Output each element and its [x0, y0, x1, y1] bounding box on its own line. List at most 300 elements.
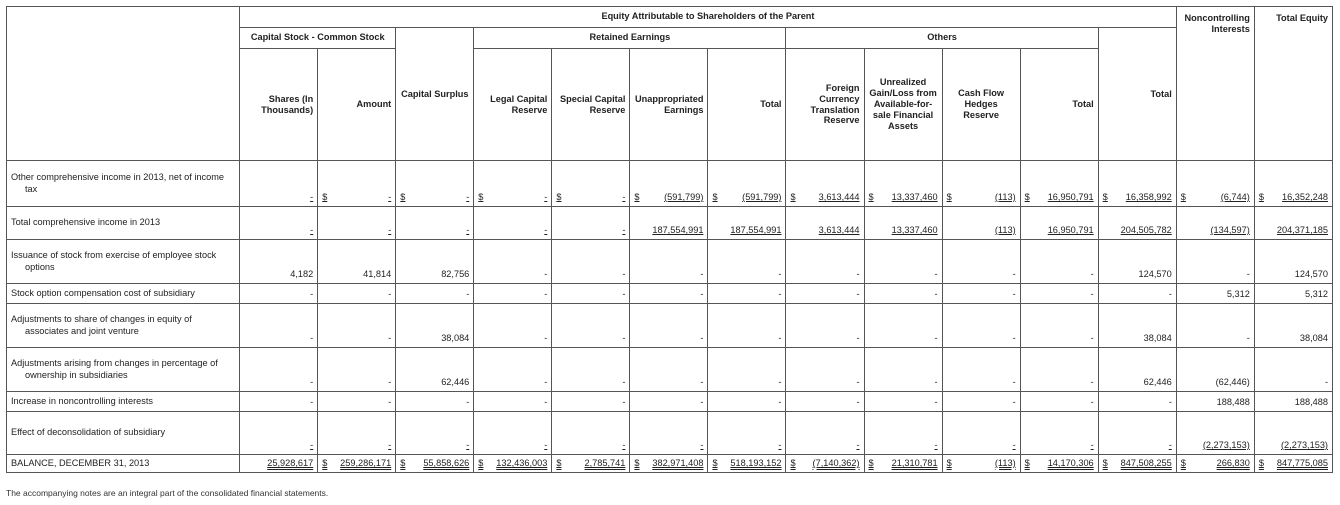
group-header-capital-stock: Capital Stock - Common Stock	[240, 28, 396, 49]
cell-value-wrap	[1103, 225, 1172, 236]
cell-value: -	[544, 268, 548, 279]
table-cell	[1176, 412, 1254, 455]
cell-value: (62,446)	[1215, 376, 1250, 387]
table-cell	[630, 392, 708, 412]
table-cell	[1254, 348, 1332, 392]
cell-value-wrap	[1181, 458, 1250, 469]
table-cell	[1254, 392, 1332, 412]
cell-value-wrap	[1025, 397, 1094, 408]
currency-symbol: $	[712, 457, 718, 468]
currency-symbol: $	[400, 191, 406, 202]
table-cell	[1254, 207, 1332, 240]
table-cell	[1020, 240, 1098, 284]
cell-value: -	[1090, 268, 1094, 279]
row-label-text: Total comprehensive income in 2013	[11, 217, 161, 228]
currency-symbol: $	[556, 191, 562, 202]
table-cell	[708, 207, 786, 240]
row-label-text: Effect of deconsolidation of subsidiary	[11, 427, 166, 438]
cell-value-wrap	[634, 458, 703, 469]
row-label-text: Issuance of stock from exercise of employee stock	[11, 249, 217, 260]
cell-value: -	[622, 224, 626, 235]
cell-value: -	[544, 376, 548, 387]
row-label-continuation: tax	[25, 183, 38, 194]
cell-value-wrap	[869, 225, 938, 236]
table-cell	[318, 207, 396, 240]
cell-value-wrap	[790, 192, 859, 203]
table-cell	[474, 412, 552, 455]
cell-value-wrap	[1259, 377, 1328, 388]
currency-symbol: $	[1024, 457, 1030, 468]
table-cell	[1254, 412, 1332, 455]
cell-value: -	[388, 396, 392, 407]
cell-value-wrap	[712, 289, 781, 300]
table-cell	[552, 240, 630, 284]
header-shares: Shares (In Thousands)	[240, 49, 318, 161]
cell-value-wrap	[1025, 458, 1094, 469]
table-cell	[786, 348, 864, 392]
table-cell	[474, 392, 552, 412]
cell-value-wrap	[1103, 333, 1172, 344]
cell-value-wrap	[869, 397, 938, 408]
cell-value-wrap	[1259, 440, 1328, 451]
table-cell	[396, 207, 474, 240]
group-header-retained-earnings: Retained Earnings	[474, 28, 786, 49]
cell-value: -	[778, 439, 782, 450]
cell-value: -	[1012, 332, 1016, 343]
cell-value-wrap	[1181, 440, 1250, 451]
cell-value-wrap	[947, 458, 1016, 469]
table-cell	[552, 455, 630, 473]
cell-value: -	[310, 376, 314, 387]
header-capital-surplus: Capital Surplus	[396, 28, 474, 161]
cell-value-wrap	[712, 192, 781, 203]
cell-value-wrap	[869, 269, 938, 280]
cell-value-wrap	[790, 333, 859, 344]
cell-value-wrap	[1025, 289, 1094, 300]
cell-value: 187,554,991	[652, 224, 704, 235]
row-label-text: Other comprehensive income in 2013, net of income	[11, 171, 224, 182]
cell-value: -	[1012, 268, 1016, 279]
currency-symbol: $	[400, 457, 406, 468]
cell-value: -	[1012, 376, 1016, 387]
table-cell	[1020, 392, 1098, 412]
cell-value: (113)	[994, 191, 1016, 202]
cell-value-wrap	[1181, 225, 1250, 236]
row-label	[7, 161, 240, 207]
cell-value-wrap	[1103, 269, 1172, 280]
group-header-others: Others	[786, 28, 1098, 49]
currency-symbol: $	[946, 191, 952, 202]
cell-value: (113)	[994, 457, 1016, 468]
table-cell	[474, 455, 552, 473]
cell-value-wrap	[790, 458, 859, 469]
table-cell	[318, 284, 396, 304]
row-label	[7, 240, 240, 284]
cell-value-wrap	[244, 333, 313, 344]
cell-value-wrap	[322, 269, 391, 280]
cell-value: -	[934, 439, 938, 450]
table-cell	[708, 240, 786, 284]
cell-value: 38,084	[1143, 332, 1172, 343]
table-cell	[1176, 284, 1254, 304]
cell-value-wrap	[1259, 289, 1328, 300]
table-cell	[396, 240, 474, 284]
cell-value-wrap	[634, 192, 703, 203]
cell-value: 204,371,185	[1276, 224, 1328, 235]
table-cell	[552, 161, 630, 207]
group-header-parent: Equity Attributable to Shareholders of the Parent	[240, 7, 1177, 28]
row-label	[7, 304, 240, 348]
cell-value-wrap	[400, 333, 469, 344]
table-row	[7, 284, 1333, 304]
currency-symbol: $	[1180, 191, 1186, 202]
table-cell	[942, 284, 1020, 304]
cell-value: -	[856, 376, 860, 387]
header-foreign-currency: Foreign Currency Translation Reserve	[786, 49, 864, 161]
table-cell	[1020, 412, 1098, 455]
cell-value-wrap	[244, 458, 313, 469]
cell-value-wrap	[556, 440, 625, 451]
cell-value-wrap	[478, 333, 547, 344]
table-cell	[474, 304, 552, 348]
table-cell	[318, 161, 396, 207]
row-label-text: Increase in noncontrolling interests	[11, 395, 153, 406]
cell-value: -	[622, 439, 626, 450]
table-cell	[942, 304, 1020, 348]
cell-value: 82,756	[441, 268, 470, 279]
cell-value-wrap	[947, 397, 1016, 408]
cell-value-wrap	[1025, 192, 1094, 203]
cell-value: 55,858,626	[423, 457, 470, 468]
table-cell	[552, 207, 630, 240]
table-row	[7, 207, 1333, 240]
table-cell	[1254, 240, 1332, 284]
table-cell	[474, 207, 552, 240]
cell-value: -	[700, 332, 704, 343]
table-cell	[630, 284, 708, 304]
table-cell	[474, 240, 552, 284]
cell-value-wrap	[400, 225, 469, 236]
cell-value-wrap	[400, 440, 469, 451]
table-cell	[1176, 207, 1254, 240]
cell-value: 204,505,782	[1120, 224, 1172, 235]
table-cell	[630, 240, 708, 284]
table-cell	[864, 207, 942, 240]
row-label-text: Adjustments arising from changes in percentage of	[11, 357, 218, 368]
table-cell	[786, 412, 864, 455]
header-stub	[7, 7, 240, 161]
cell-value: 14,170,306	[1047, 457, 1094, 468]
cell-value: -	[934, 376, 938, 387]
table-cell	[240, 240, 318, 284]
table-cell	[864, 304, 942, 348]
cell-value: -	[310, 191, 314, 202]
cell-value-wrap	[712, 397, 781, 408]
table-cell	[1254, 284, 1332, 304]
cell-value-wrap	[712, 269, 781, 280]
cell-value: 518,193,152	[730, 457, 782, 468]
cell-value: -	[544, 396, 548, 407]
cell-value-wrap	[1181, 397, 1250, 408]
cell-value-wrap	[1181, 333, 1250, 344]
table-cell	[708, 412, 786, 455]
cell-value-wrap	[244, 289, 313, 300]
table-cell	[1098, 240, 1176, 284]
cell-value-wrap	[1025, 333, 1094, 344]
cell-value: -	[388, 439, 392, 450]
table-row	[7, 455, 1333, 473]
table-cell	[552, 348, 630, 392]
cell-value-wrap	[712, 377, 781, 388]
cell-value-wrap	[869, 333, 938, 344]
row-label-continuation: ownership in subsidiaries	[25, 369, 128, 380]
table-row	[7, 348, 1333, 392]
cell-value: 3,613,444	[818, 224, 860, 235]
table-row	[7, 304, 1333, 348]
cell-value: -	[544, 224, 548, 235]
table-cell	[942, 455, 1020, 473]
equity-table	[6, 6, 1333, 473]
cell-value: (591,799)	[742, 191, 782, 202]
cell-value: 21,310,781	[891, 457, 938, 468]
header-others-total: Total	[1020, 49, 1098, 161]
table-cell	[1020, 455, 1098, 473]
table-cell	[1098, 392, 1176, 412]
table-cell	[1176, 240, 1254, 284]
table-cell	[1176, 455, 1254, 473]
table-cell	[552, 392, 630, 412]
table-row	[7, 412, 1333, 455]
currency-symbol: $	[634, 457, 640, 468]
cell-value-wrap	[1103, 440, 1172, 451]
table-cell	[1020, 161, 1098, 207]
table-cell	[1098, 304, 1176, 348]
header-total-equity: Total Equity	[1254, 7, 1332, 161]
currency-symbol: $	[712, 191, 718, 202]
cell-value-wrap	[1103, 458, 1172, 469]
table-cell	[1098, 161, 1176, 207]
row-label	[7, 392, 240, 412]
cell-value-wrap	[478, 440, 547, 451]
cell-value-wrap	[790, 377, 859, 388]
table-cell	[1098, 207, 1176, 240]
cell-value-wrap	[947, 269, 1016, 280]
currency-symbol: $	[556, 457, 562, 468]
cell-value-wrap	[790, 289, 859, 300]
cell-value: 3,613,444	[818, 191, 860, 202]
cell-value: -	[544, 191, 548, 202]
cell-value-wrap	[322, 397, 391, 408]
table-cell	[396, 161, 474, 207]
cell-value: -	[544, 288, 548, 299]
table-cell	[942, 207, 1020, 240]
table-cell	[786, 284, 864, 304]
cell-value: 4,182	[290, 268, 314, 279]
cell-value: -	[1012, 396, 1016, 407]
table-cell	[1098, 348, 1176, 392]
table-cell	[1254, 304, 1332, 348]
table-cell	[1254, 161, 1332, 207]
table-cell	[630, 161, 708, 207]
cell-value-wrap	[556, 458, 625, 469]
cell-value: -	[466, 191, 470, 202]
cell-value: 847,508,255	[1120, 457, 1172, 468]
cell-value-wrap	[322, 192, 391, 203]
cell-value: -	[856, 439, 860, 450]
cell-value-wrap	[478, 458, 547, 469]
cell-value: -	[388, 224, 392, 235]
cell-value-wrap	[1103, 289, 1172, 300]
cell-value-wrap	[712, 225, 781, 236]
cell-value-wrap	[634, 377, 703, 388]
cell-value-wrap	[244, 225, 313, 236]
table-cell	[630, 207, 708, 240]
cell-value: 124,570	[1138, 268, 1172, 279]
table-cell	[240, 284, 318, 304]
cell-value: 259,286,171	[340, 457, 392, 468]
cell-value-wrap	[1181, 269, 1250, 280]
cell-value-wrap	[478, 269, 547, 280]
cell-value: -	[934, 396, 938, 407]
cell-value: -	[1168, 396, 1172, 407]
cell-value: -	[700, 268, 704, 279]
cell-value-wrap	[1259, 192, 1328, 203]
cell-value-wrap	[478, 192, 547, 203]
cell-value-wrap	[322, 289, 391, 300]
table-cell	[708, 455, 786, 473]
table-cell	[396, 348, 474, 392]
cell-value: 266,830	[1216, 457, 1250, 468]
table-cell	[942, 161, 1020, 207]
cell-value: 16,950,791	[1047, 224, 1094, 235]
table-cell	[864, 392, 942, 412]
cell-value-wrap	[947, 289, 1016, 300]
cell-value: 382,971,408	[652, 457, 704, 468]
cell-value: -	[310, 396, 314, 407]
cell-value-wrap	[1181, 192, 1250, 203]
table-cell	[396, 455, 474, 473]
cell-value: -	[466, 224, 470, 235]
table-cell	[318, 348, 396, 392]
cell-value-wrap	[400, 192, 469, 203]
currency-symbol: $	[322, 191, 328, 202]
table-cell	[708, 392, 786, 412]
table-cell	[708, 304, 786, 348]
currency-symbol: $	[1258, 457, 1264, 468]
row-label	[7, 348, 240, 392]
cell-value-wrap	[322, 440, 391, 451]
table-cell	[318, 455, 396, 473]
cell-value-wrap	[1181, 289, 1250, 300]
currency-symbol: $	[1102, 191, 1108, 202]
cell-value-wrap	[1259, 333, 1328, 344]
table-cell	[396, 304, 474, 348]
cell-value-wrap	[869, 440, 938, 451]
cell-value: -	[856, 332, 860, 343]
cell-value-wrap	[1025, 440, 1094, 451]
cell-value-wrap	[478, 397, 547, 408]
row-label	[7, 412, 240, 455]
cell-value-wrap	[634, 397, 703, 408]
cell-value: -	[1246, 332, 1250, 343]
cell-value: -	[466, 439, 470, 450]
cell-value-wrap	[869, 289, 938, 300]
cell-value: -	[388, 288, 392, 299]
cell-value: 124,570	[1294, 268, 1328, 279]
header-noncontrolling: Noncontrolling Interests	[1176, 7, 1254, 161]
cell-value-wrap	[790, 397, 859, 408]
cell-value: (113)	[994, 224, 1016, 235]
table-cell	[864, 348, 942, 392]
table-cell	[396, 284, 474, 304]
cell-value: -	[934, 332, 938, 343]
cell-value-wrap	[556, 192, 625, 203]
cell-value-wrap	[556, 333, 625, 344]
cell-value-wrap	[400, 377, 469, 388]
cell-value-wrap	[322, 377, 391, 388]
cell-value: -	[388, 332, 392, 343]
cell-value-wrap	[400, 397, 469, 408]
cell-value-wrap	[1025, 377, 1094, 388]
cell-value: 41,814	[363, 268, 392, 279]
cell-value-wrap	[244, 440, 313, 451]
cell-value-wrap	[478, 225, 547, 236]
cell-value-wrap	[556, 269, 625, 280]
cell-value: (7,140,362)	[812, 457, 860, 468]
currency-symbol: $	[1024, 191, 1030, 202]
cell-value: -	[934, 288, 938, 299]
row-label-continuation: options	[25, 261, 55, 272]
cell-value: 188,488	[1294, 396, 1328, 407]
cell-value: 25,928,617	[267, 457, 314, 468]
table-cell	[708, 161, 786, 207]
table-cell	[1176, 161, 1254, 207]
cell-value-wrap	[556, 397, 625, 408]
table-cell	[630, 348, 708, 392]
cell-value-wrap	[1259, 458, 1328, 469]
currency-symbol: $	[1180, 457, 1186, 468]
cell-value-wrap	[400, 269, 469, 280]
cell-value: 188,488	[1216, 396, 1250, 407]
cell-value: -	[1090, 288, 1094, 299]
currency-symbol: $	[790, 191, 796, 202]
cell-value-wrap	[869, 377, 938, 388]
table-cell	[318, 412, 396, 455]
table-cell	[474, 161, 552, 207]
table-row	[7, 161, 1333, 207]
cell-value-wrap	[712, 333, 781, 344]
table-cell	[240, 304, 318, 348]
header-legal-capital-reserve: Legal Capital Reserve	[474, 49, 552, 161]
table-cell	[318, 240, 396, 284]
cell-value-wrap	[869, 192, 938, 203]
cell-value-wrap	[947, 225, 1016, 236]
header-amount: Amount	[318, 49, 396, 161]
cell-value-wrap	[400, 289, 469, 300]
cell-value: (2,273,153)	[1281, 439, 1328, 450]
cell-value: -	[622, 191, 626, 202]
cell-value-wrap	[1025, 225, 1094, 236]
table-cell	[942, 392, 1020, 412]
cell-value: -	[1168, 439, 1172, 450]
table-cell	[708, 348, 786, 392]
cell-value-wrap	[634, 269, 703, 280]
table-cell	[630, 455, 708, 473]
cell-value-wrap	[790, 440, 859, 451]
cell-value: -	[778, 332, 782, 343]
cell-value: 5,312	[1305, 288, 1328, 299]
cell-value: -	[622, 332, 626, 343]
